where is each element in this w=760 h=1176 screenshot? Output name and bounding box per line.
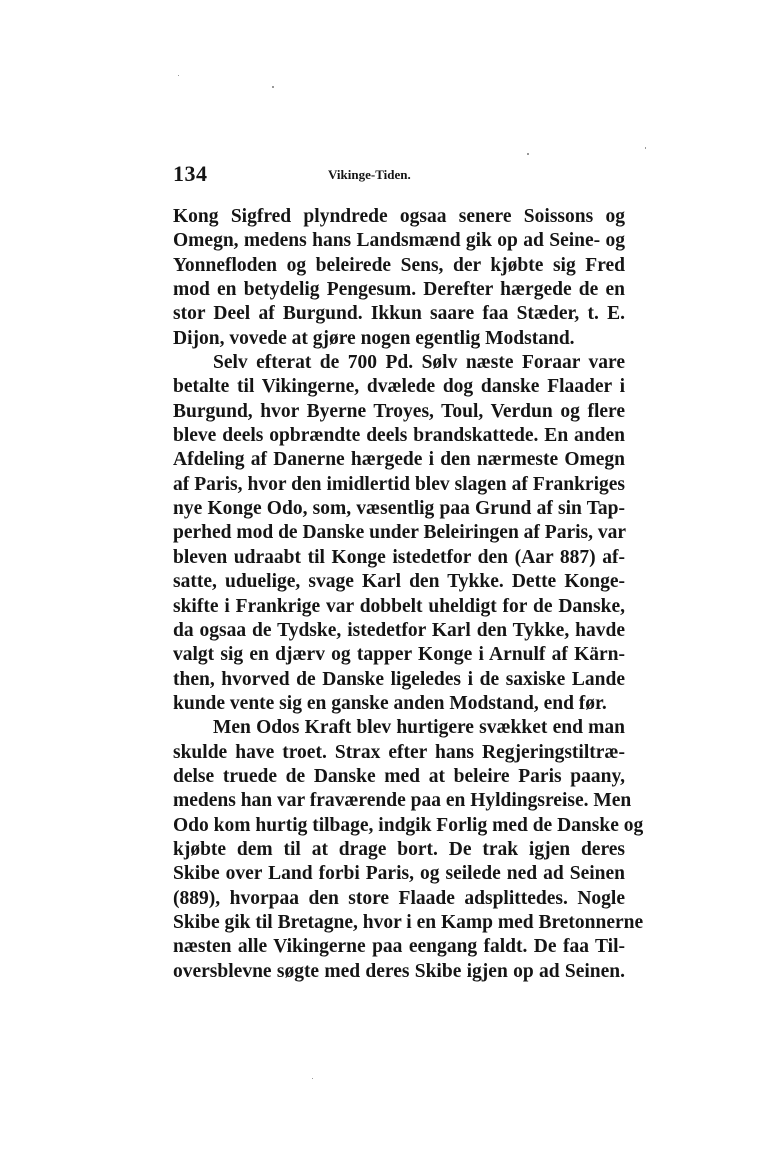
text-line: betalte til Vikingerne, dvælede dog danske Flaader i — [173, 376, 625, 398]
text-line: Kong Sigfred plyndrede ogsaa senere Soissons og — [173, 206, 625, 227]
text-line: Burgund, hvor Byerne Troyes, Toul, Verdun og flere — [173, 400, 625, 422]
text-line: nye Konge Odo, som, væsentlig paa Grund af sin Tap- — [173, 498, 625, 520]
text-line: Skibe over Land forbi Paris, og seilede ned ad Seinen — [173, 863, 625, 885]
text-line: skulde have troet. Strax efter hans Regjeringstiltræ- — [173, 741, 625, 763]
text-line: Men Odos Kraft blev hurtigere svækket end man — [213, 717, 625, 739]
page-header — [173, 160, 625, 188]
text-line: skifte i Frankrige var dobbelt uheldigt for de Danske, — [173, 595, 625, 617]
scan-speck — [272, 86, 274, 88]
text-line: satte, uduelige, svage Karl den Tykke. Dette Konge- — [173, 571, 625, 593]
text-line: oversblevne søgte med deres Skibe igjen op ad Seinen. — [173, 960, 625, 982]
text-line: (889), hvorpaa den store Flaade adsplittedes. Nogle — [173, 887, 625, 909]
scan-speck — [645, 147, 646, 149]
text-line: Skibe gik til Bretagne, hvor i en Kamp med Bretonnerne — [173, 911, 644, 933]
text-line: then, hvorved de Danske ligeledes i de saxiske Lande — [173, 668, 625, 690]
text-line: Yonnefloden og beleirede Sens, der kjøbte sig Fred — [173, 254, 625, 276]
scan-speck — [527, 153, 529, 155]
paragraph-2 — [173, 351, 625, 716]
text-line: Selv efterat de 700 Pd. Sølv næste Foraar vare — [213, 352, 625, 374]
text-line: stor Deel af Burgund. Ikkun saare faa Stæder, t. E. — [173, 303, 625, 325]
paragraph-3 — [173, 716, 644, 984]
text-line: af Paris, hvor den imidlertid blev slagen af Frankriges — [173, 473, 625, 495]
scan-speck — [312, 1078, 313, 1079]
text-line: perhed mod de Danske under Beleiringen af Paris, var — [173, 522, 627, 544]
text-line: Odo kom hurtig tilbage, indgik Forlig med de Danske og — [173, 814, 644, 836]
text-line: bleve deels opbrændte deels brandskattede. En anden — [173, 425, 625, 447]
text-line: mod en betydelig Pengesum. Derefter hærgede de en — [173, 279, 625, 301]
text-line: delse truede de Danske med at beleire Paris paany, — [173, 765, 625, 787]
body-text — [173, 205, 644, 984]
text-line: Afdeling af Danerne hærgede i den nærmeste Omegn — [173, 449, 625, 471]
text-line: Omegn, medens hans Landsmænd gik op ad Seine- og — [173, 230, 625, 252]
text-line: kunde vente sig en ganske anden Modstand, end før. — [173, 692, 607, 714]
scan-speck — [178, 75, 179, 76]
text-line: valgt sig en djærv og tapper Konge i Arnulf af Kärn- — [173, 644, 625, 666]
text-line: kjøbte dem til at drage bort. De trak igjen deres — [173, 838, 625, 860]
paragraph-1 — [173, 205, 625, 351]
running-head: Vikinge-Tiden. — [328, 167, 411, 182]
page-number: 134 — [173, 161, 208, 186]
text-line: da ogsaa de Tydske, istedetfor Karl den Tykke, havde — [173, 619, 625, 641]
text-line: bleven udraabt til Konge istedetfor den (Aar 887) af- — [173, 546, 625, 568]
text-line: Dijon, vovede at gjøre nogen egentlig Modstand. — [173, 327, 575, 349]
text-line: næsten alle Vikingerne paa eengang faldt. De faa Til- — [173, 936, 625, 958]
text-line: medens han var fraværende paa en Hyldingsreise. Men — [173, 790, 632, 812]
